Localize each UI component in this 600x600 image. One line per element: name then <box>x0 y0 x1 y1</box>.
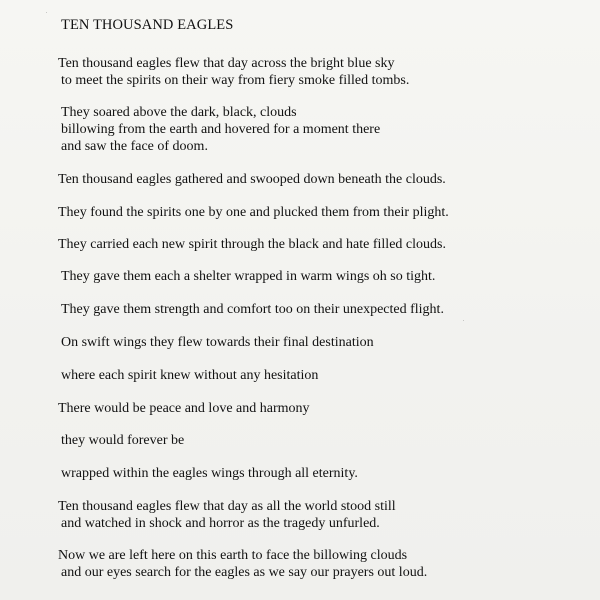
scan-speck <box>46 12 47 13</box>
poem-line-7: They found the spirits one by one and plucked them from their plight. <box>58 205 449 220</box>
poem-line-9: They gave them each a shelter wrapped in warm wings oh so tight. <box>61 269 436 284</box>
poem-line-17: and watched in shock and horror as the tragedy unfurled. <box>61 516 380 531</box>
poem-line-2: to meet the spirits on their way from fiery smoke filled tombs. <box>61 73 410 88</box>
poem-line-12: where each spirit knew without any hesitation <box>61 368 319 383</box>
poem-line-4: billowing from the earth and hovered for a moment there <box>61 122 381 137</box>
poem-line-1: Ten thousand eagles flew that day across the bright blue sky <box>58 56 395 71</box>
scan-speck <box>463 320 464 321</box>
poem-line-14: they would forever be <box>61 433 185 448</box>
poem-line-13: There would be peace and love and harmony <box>58 401 310 416</box>
poem-title: TEN THOUSAND EAGLES <box>61 17 234 33</box>
poem-line-3: They soared above the dark, black, clouds <box>61 105 297 120</box>
poem-line-11: On swift wings they flew towards their final destination <box>61 335 374 350</box>
poem-line-18: Now we are left here on this earth to face the billowing clouds <box>58 548 408 563</box>
poem-line-16: Ten thousand eagles flew that day as all the world stood still <box>58 499 396 514</box>
poem-line-6: Ten thousand eagles gathered and swooped down beneath the clouds. <box>58 172 446 187</box>
poem-line-5: and saw the face of doom. <box>61 139 208 154</box>
poem-line-8: They carried each new spirit through the black and hate filled clouds. <box>58 237 446 252</box>
poem-line-10: They gave them strength and comfort too on their unexpected flight. <box>61 302 444 317</box>
poem-line-19: and our eyes search for the eagles as we say our prayers out loud. <box>61 565 428 580</box>
poem-line-15: wrapped within the eagles wings through all eternity. <box>61 466 358 481</box>
